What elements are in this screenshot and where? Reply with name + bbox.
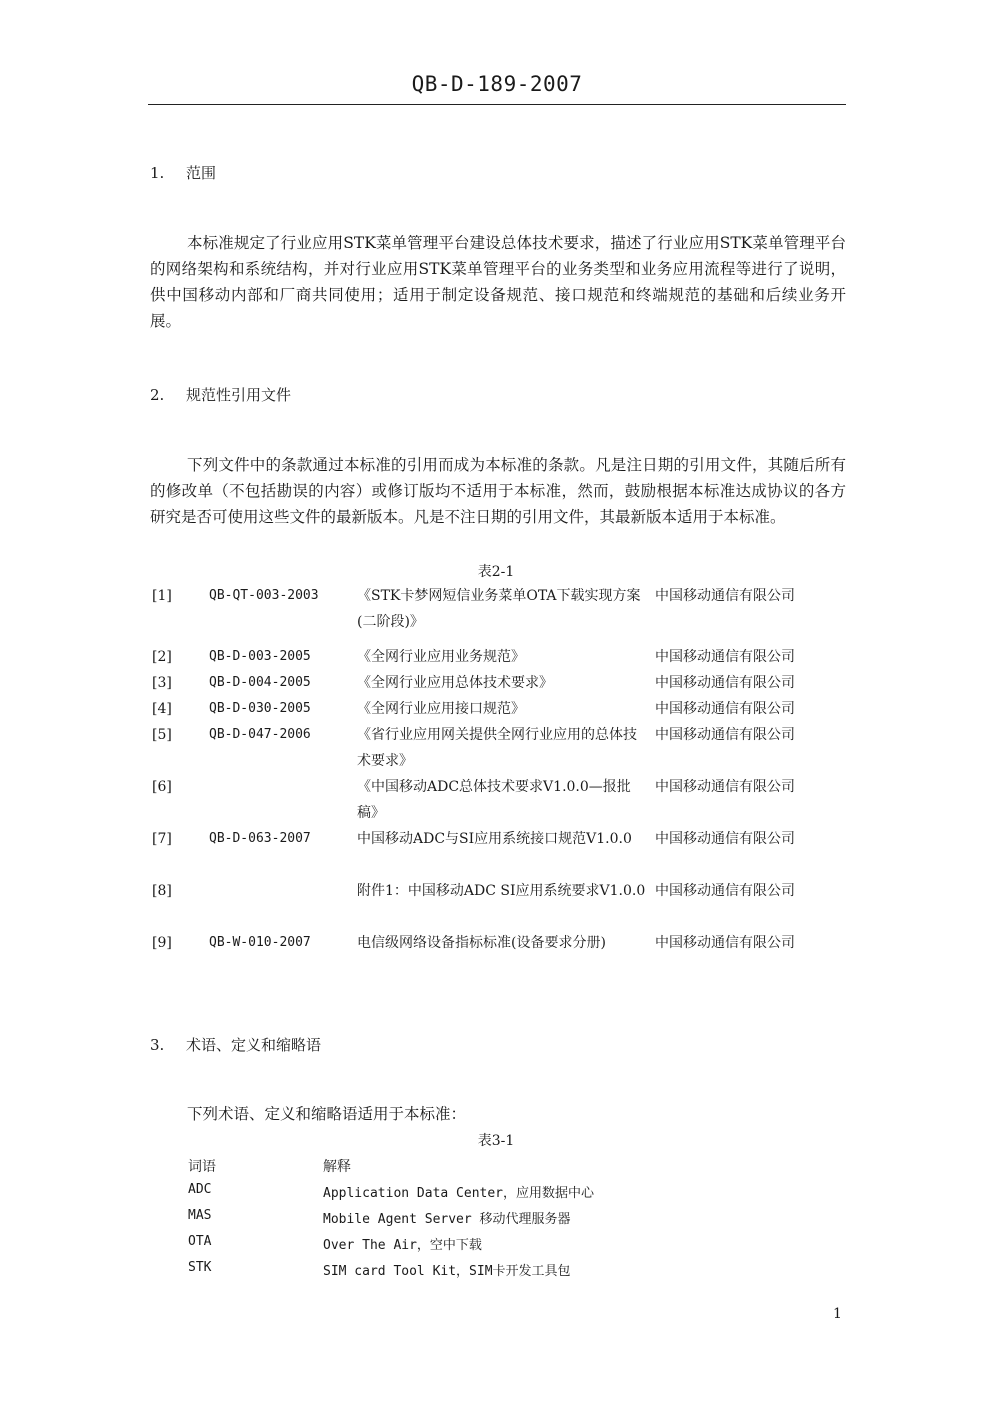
ref-org: 中国移动通信有限公司 bbox=[655, 831, 795, 847]
section-title: 规范性引用文件 bbox=[186, 386, 292, 404]
section-2-heading bbox=[150, 384, 291, 405]
page-number: 1 bbox=[833, 1306, 842, 1322]
term: ADC bbox=[188, 1182, 212, 1197]
term-description: SIM card Tool Kit，SIM卡开发工具包 bbox=[323, 1264, 571, 1279]
ref-index: [5] bbox=[152, 727, 172, 743]
ref-title: 《中国移动ADC总体技术要求V1.0.0—报批稿》 bbox=[357, 779, 631, 821]
ref-code: QB-D-047-2006 bbox=[209, 727, 311, 742]
ref-index: [1] bbox=[152, 588, 172, 604]
ref-code: QB-W-010-2007 bbox=[209, 935, 311, 950]
ref-index: [6] bbox=[152, 779, 172, 795]
section-number: 2. bbox=[150, 386, 165, 404]
ref-org: 中国移动通信有限公司 bbox=[655, 727, 795, 743]
section-number: 1. bbox=[150, 164, 165, 182]
ref-title: 《省行业应用网关提供全网行业应用的总体技术要求》 bbox=[357, 727, 637, 769]
ref-org: 中国移动通信有限公司 bbox=[655, 649, 795, 665]
ref-index: [2] bbox=[152, 649, 172, 665]
ref-org: 中国移动通信有限公司 bbox=[655, 588, 795, 604]
section-3-paragraph: 下列术语、定义和缩略语适用于本标准： bbox=[187, 1105, 467, 1123]
ref-title: 《全网行业应用总体技术要求》 bbox=[357, 675, 553, 691]
ref-title: 《全网行业应用接口规范》 bbox=[357, 701, 525, 717]
ref-index: [8] bbox=[152, 883, 172, 899]
ref-org: 中国移动通信有限公司 bbox=[655, 701, 795, 717]
document-code: QB-D-189-2007 bbox=[411, 72, 583, 96]
table-2-1-caption: 表2-1 bbox=[477, 564, 515, 580]
section-3-heading bbox=[150, 1034, 321, 1055]
term: OTA bbox=[188, 1234, 212, 1249]
ref-org: 中国移动通信有限公司 bbox=[655, 779, 795, 795]
ref-code: QB-D-063-2007 bbox=[209, 831, 311, 846]
ref-title: 《STK卡梦网短信业务菜单OTA下载实现方案(二阶段)》 bbox=[357, 588, 641, 630]
table-3-1-caption: 表3-1 bbox=[477, 1133, 515, 1149]
desc-header: 解释 bbox=[323, 1159, 351, 1175]
ref-code: QB-D-004-2005 bbox=[209, 675, 311, 690]
term-header: 词语 bbox=[188, 1159, 216, 1175]
term: STK bbox=[188, 1260, 212, 1275]
ref-title: 《全网行业应用业务规范》 bbox=[357, 649, 525, 665]
ref-org: 中国移动通信有限公司 bbox=[655, 883, 795, 899]
ref-code: QB-D-030-2005 bbox=[209, 701, 311, 716]
ref-org: 中国移动通信有限公司 bbox=[655, 675, 795, 691]
ref-title: 附件1：中国移动ADC SI应用系统要求V1.0.0 bbox=[357, 883, 646, 899]
section-title: 术语、定义和缩略语 bbox=[186, 1036, 322, 1054]
page-header bbox=[148, 62, 846, 105]
term-description: Mobile Agent Server 移动代理服务器 bbox=[323, 1212, 571, 1227]
ref-title: 电信级网络设备指标标准(设备要求分册) bbox=[357, 935, 606, 951]
ref-index: [9] bbox=[152, 935, 172, 951]
ref-index: [4] bbox=[152, 701, 172, 717]
ref-title: 中国移动ADC与SI应用系统接口规范V1.0.0 bbox=[357, 831, 632, 847]
section-title: 范围 bbox=[186, 164, 217, 182]
section-number: 3. bbox=[150, 1036, 165, 1054]
section-2-paragraph: 下列文件中的条款通过本标准的引用而成为本标准的条款。凡是注日期的引用文件，其随后所有的修改单（不包括勘误的内容）或修订版均不适用于本标准，然而，鼓励根据本标准达成协议的各方研究是否可使用这些文件的最新版本。凡是不注日期的引用文件，其最新版本适用于本标准。 bbox=[150, 456, 846, 526]
term: MAS bbox=[188, 1208, 212, 1223]
term-description: Application Data Center，应用数据中心 bbox=[323, 1186, 595, 1201]
section-1-heading bbox=[150, 162, 216, 183]
term-description: Over The Air，空中下载 bbox=[323, 1238, 482, 1253]
ref-org: 中国移动通信有限公司 bbox=[655, 935, 795, 951]
section-1-paragraph: 本标准规定了行业应用STK菜单管理平台建设总体技术要求，描述了行业应用STK菜单管理平台的网络架构和系统结构，并对行业应用STK菜单管理平台的业务类型和业务应用流程等进行了说明，供中国移动内部和厂商共同使用；适用于制定设备规范、接口规范和终端规范的基础和后续业务开展。 bbox=[150, 234, 846, 330]
ref-index: [3] bbox=[152, 675, 172, 691]
ref-code: QB-QT-003-2003 bbox=[209, 588, 319, 603]
ref-index: [7] bbox=[152, 831, 172, 847]
ref-code: QB-D-003-2005 bbox=[209, 649, 311, 664]
